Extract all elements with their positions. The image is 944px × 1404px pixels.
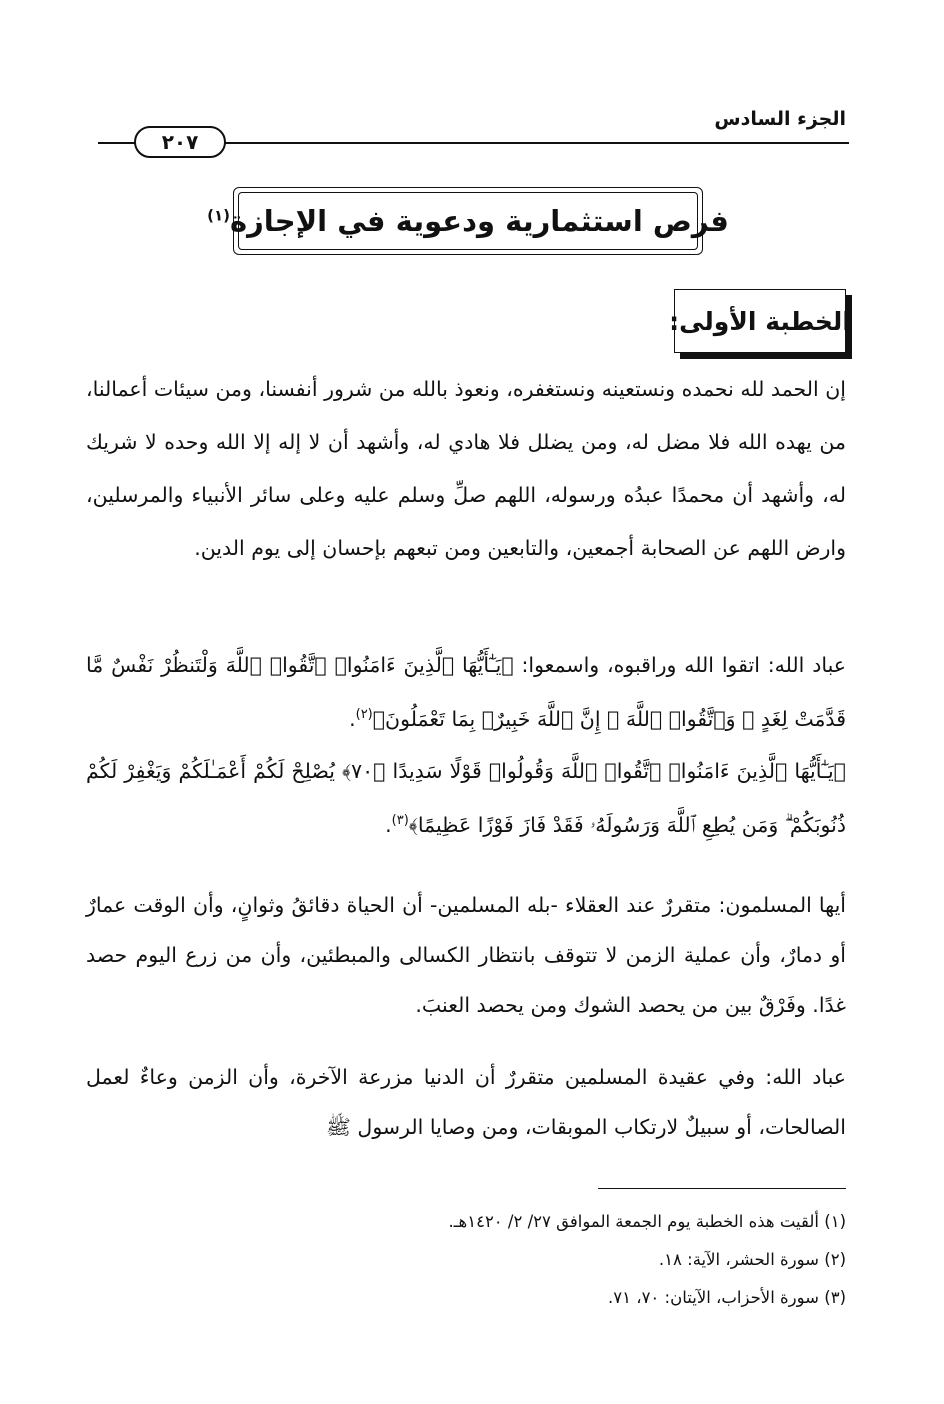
paragraph-taqwa: عباد الله: اتقوا الله وراقبوه، واسمعوا: ﴿يَـٰٓأَيُّهَا ٱلَّذِينَ ءَامَنُوا۟ ٱتَّقُوا۟ ٱللَّهَ وَلْتَنظُرْ نَفْسٌ مَّا قَدَّمَتْ لِغَدٍ ۖ وَٱتَّقُوا۟ ٱللَّهَ ۚ إِنَّ ٱللَّهَ خَبِيرٌۢ بِمَا تَعْمَلُونَ﴾$^{(٢)}$. [86,653,846,731]
footnotes [146,1203,846,1317]
footnote-rule [598,1188,846,1189]
paragraph-time-value: أيها المسلمون: متقررٌ عند العقلاء -بله المسلمين- أن الحياة دقائقُ وثوانٍ، وأن الوقت عمارٌ أو دمارٌ، وأن عملية الزمن لا تتوقف بانتظار الكسالى والمبطئين، وأن من زرع اليوم حصد غدًا. وفَرْقٌ بين من يحصد الشوك ومن يحصد العنبَ. [86,893,846,1017]
section-heading: الخطبة الأولى: [669,306,851,336]
section-heading-box [669,289,851,353]
running-header-title: الجزء السادس [714,108,846,130]
paragraph-opening: إن الحمد لله نحمده ونستعينه ونستغفره، ونعوذ بالله من شرور أنفسنا، ومن سيئات أعمالنا، من يهده الله فلا مضل له، ومن يضلل فلا هادي له، وأشهد أن لا إله إلا الله وحده لا شريك له، وأشهد أن محمدًا عبدُه ورسوله، اللهم صلِّ وسلم عليه وعلى سائر الأنبياء والمرسلين، وارض اللهم عن الصحابة أجمعين، والتابعين ومن تبعهم بإحسان إلى يوم الدين. [86,377,846,560]
paragraph-quran-verse-text: ﴿يَـٰٓأَيُّهَا ٱلَّذِينَ ءَامَنُوا۟ ٱتَّقُوا۟ ٱللَّهَ وَقُولُوا۟ قَوْلًا سَدِيدًا ﴿٧٠﴾ يُصْلِحْ لَكُمْ أَعْمَـٰلَكُمْ وَيَغْفِرْ لَكُمْ ذُنُوبَكُمْ ۗ وَمَن يُطِعِ ٱللَّهَ وَرَسُولَهُۥ فَقَدْ فَازَ فَوْزًا عَظِيمًا﴾ [86,759,846,837]
footnote-ref-3: (٣) [391,813,409,828]
page-number: ٢٠٧ [134,126,226,158]
chapter-title-footnote-ref: (١) [207,206,230,225]
paragraph-taqwa-text: عباد الله: اتقوا الله وراقبوه، واسمعوا: ﴿يَـٰٓأَيُّهَا ٱلَّذِينَ ءَامَنُوا۟ ٱتَّقُوا۟ ٱللَّهَ وَلْتَنظُرْ نَفْسٌ مَّا قَدَّمَتْ لِغَدٍ ۖ وَٱتَّقُوا۟ ٱللَّهَ ۚ إِنَّ ٱللَّهَ خَبِيرٌۢ بِمَا تَعْمَلُونَ﴾ [86,653,846,731]
chapter-title-inner-frame [207,192,729,250]
footnote-1: (١) ألقيت هذه الخطبة يوم الجمعة الموافق ٢٧/ ٢/ ١٤٢٠هـ. [448,1212,846,1231]
paragraph-quran-verse: ﴿يَـٰٓأَيُّهَا ٱلَّذِينَ ءَامَنُوا۟ ٱتَّقُوا۟ ٱللَّهَ وَقُولُوا۟ قَوْلًا سَدِيدًا ﴿٧٠﴾ يُصْلِحْ لَكُمْ أَعْمَـٰلَكُمْ وَيَغْفِرْ لَكُمْ ذُنُوبَكُمْ ۗ وَمَن يُطِعِ ٱللَّهَ وَرَسُولَهُۥ فَقَدْ فَازَ فَوْزًا عَظِيمًا﴾$^{(٣)}$. [86,759,846,837]
footnote-2: (٢) سورة الحشر، الآية: ١٨. [658,1250,846,1269]
chapter-title [207,204,729,238]
chapter-title-text: فرص استثمارية ودعوية في الإجازة [229,204,729,238]
footnote-3: (٣) سورة الأحزاب، الآيتان: ٧٠، ٧١. [608,1288,846,1307]
chapter-title-frame [207,187,729,255]
footnote-ref-2: (٢) [355,707,373,722]
paragraph-world-farm: عباد الله: وفي عقيدة المسلمين متقررٌ أن الدنيا مزرعة الآخرة، وأن الزمن وعاءٌ لعمل الصالحات، أو سبيلٌ لارتكاب الموبقات، ومن وصايا الرسول ﷺ [86,1065,846,1139]
